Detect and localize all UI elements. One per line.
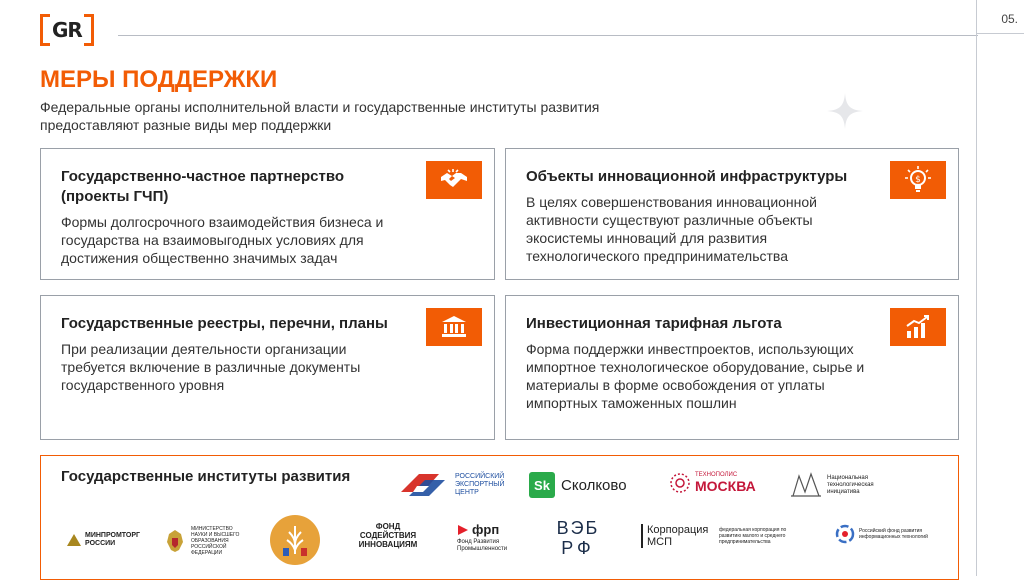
logo-text: GR [52, 18, 82, 42]
logo-corporation-msp [641, 524, 805, 548]
card-icon-badge [426, 161, 482, 199]
card-icon-badge [890, 308, 946, 346]
logo-fund-innovation [353, 522, 423, 549]
minpromtorg-mark-icon [67, 534, 81, 546]
logo-rec [399, 470, 515, 500]
frp-mark: фрп [472, 522, 500, 537]
card-title: Инвестиционная тарифная льгота [526, 315, 782, 332]
card-investment-tariff [505, 295, 959, 440]
page-number: 05. [1001, 12, 1018, 26]
nti-label: Национальная технологическая инициатива [827, 474, 874, 495]
card-title: Объекты инновационной инфраструктуры [526, 168, 848, 185]
card-innovation-infrastructure [505, 148, 959, 280]
minobrnauki-label: МИНИСТЕРСТВО НАУКИ И ВЫСШЕГО ОБРАЗОВАНИЯ РОССИЙСКОЙ ФЕДЕРАЦИИ [191, 526, 240, 556]
sparkle-icon [826, 92, 864, 130]
logo-skolkovo [529, 472, 627, 498]
card-text: При реализации деятельности организации требуется включение в различные документы государственного уровня [61, 341, 361, 393]
frp-mark-icon [457, 524, 469, 536]
rec-mark-icon [399, 470, 451, 500]
company-logo [40, 14, 96, 50]
development-institutions-panel [40, 455, 959, 580]
msp-label: Корпорация МСП [641, 524, 713, 548]
card-state-registers [40, 295, 495, 440]
card-title: Государственные реестры, перечни, планы [61, 315, 388, 332]
card-text: В целях совершенствования инновационной активности существуют различные объекты экосистемы инноваций для развития технологического предпринимательства [526, 194, 817, 264]
rfrit-mark-icon [835, 524, 855, 544]
logo-minobrnauki [163, 526, 249, 556]
page-frame [976, 0, 1024, 576]
skolkovo-mark: Sk [529, 472, 555, 498]
veb-top-label: ВЭБ [556, 518, 600, 538]
frp-label: Фонд Развития Промышленности [457, 539, 508, 552]
growth-chart-icon [905, 315, 931, 339]
svg-text:$: $ [915, 175, 921, 185]
fund-innovation-label: ФОНД СОДЕЙСТВИЯ ИННОВАЦИЯМ [358, 522, 418, 549]
header-divider [118, 35, 978, 36]
rec-label: РОССИЙСКИЙ ЭКСПОРТНЫЙ ЦЕНТР [455, 473, 505, 496]
coat-of-arms-icon [163, 528, 187, 554]
minpromtorg-label: МИНПРОМТОРГ РОССИИ [85, 532, 140, 547]
card-title: Государственно-частное партнерство (проекты ГЧП) [61, 168, 345, 205]
handshake-icon [439, 169, 469, 191]
logo-frp [457, 522, 517, 553]
skolkovo-label: Сколково [561, 476, 627, 494]
card-icon-badge [890, 161, 946, 199]
card-text: Форма поддержки инвестпроектов, использующих импортное технологическое оборудование, сырье и материалы в форме освобождения от уплаты импортных таможенных пошлин [526, 341, 865, 411]
technopolis-mark-icon [669, 472, 691, 494]
page-subtitle: Федеральные органы исполнительной власти и государственные институты развития предоставляют разные виды мер поддержки [40, 99, 600, 133]
card-icon-badge [426, 308, 482, 346]
logo-nti [789, 470, 897, 500]
page-title: МЕРЫ ПОДДЕРЖКИ [40, 66, 278, 93]
institution-icon [441, 315, 467, 339]
rfrit-label: Российский фонд развития информационных технологий [859, 528, 928, 540]
card-text: Формы долгосрочного взаимодействия бизнеса и государства на взаимовыгодных условиях для достижения общественно значимых задач [61, 214, 384, 266]
lightbulb-icon [905, 166, 931, 194]
logo-round-emblem [269, 514, 321, 566]
veb-bottom-label: РФ [561, 538, 595, 558]
logo-technopolis-moscow [669, 472, 756, 494]
nti-mark-icon [789, 470, 823, 500]
institutions-title: Государственные институты развития [61, 468, 351, 485]
msp-desc: федеральная корпорация по развитию малого и среднего предпринимательства [719, 527, 787, 545]
logo-minpromtorg [67, 532, 165, 548]
logo-rfrit [835, 524, 951, 544]
technopolis-label: МОСКВА [695, 478, 756, 494]
technopolis-small-label: ТЕХНОПОЛИС [695, 472, 738, 478]
logo-veb [553, 518, 603, 558]
round-emblem-icon [269, 514, 321, 566]
card-ppp [40, 148, 495, 280]
